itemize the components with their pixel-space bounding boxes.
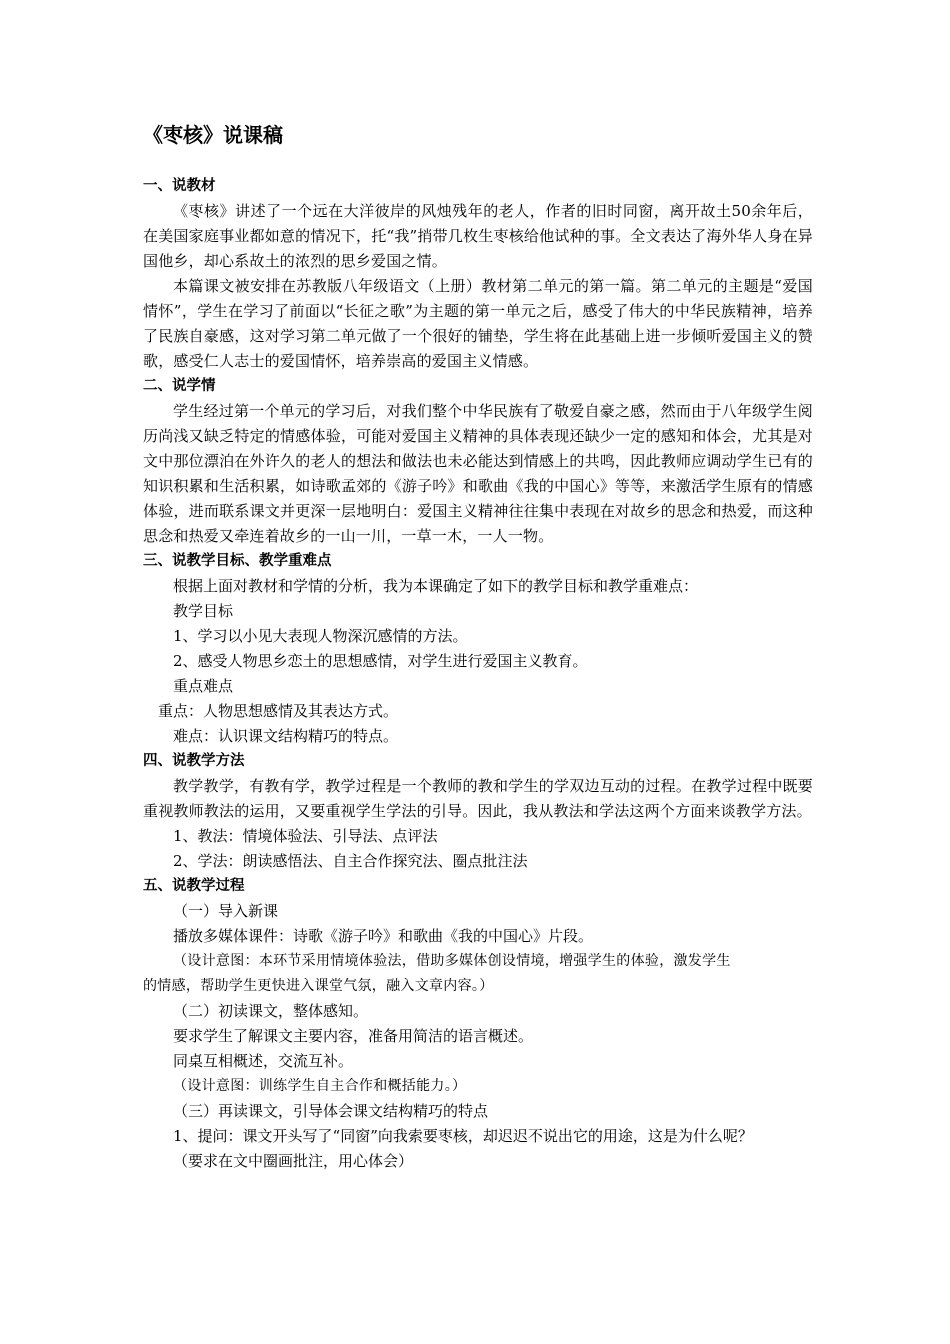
section-heading-process: 五、说教学过程 [143, 878, 245, 894]
document-body [143, 174, 813, 1174]
process-step-1-note-line-1: （设计意图：本环节采用情境体验法，借助多媒体创设情境，增强学生的体验，激发学生 [173, 953, 731, 969]
process-step-3-question-note: （要求在文中圈画批注，用心体会） [173, 1152, 414, 1170]
section-heading-methods: 四、说教学方法 [143, 753, 245, 769]
objectives-intro: 根据上面对教材和学情的分析，我为本课确定了如下的教学目标和教学重难点： [173, 577, 699, 595]
process-step-2: （二）初读课文，整体感知。 [173, 1002, 369, 1020]
key-point: 重点：人物思想感情及其表达方式。 [158, 702, 399, 720]
section-heading-student-analysis: 二、说学情 [143, 378, 216, 394]
process-step-2-note: （设计意图：训练学生自主合作和概括能力。） [173, 1078, 467, 1094]
section-heading-teaching-material: 一、说教材 [143, 178, 216, 194]
process-step-3: （三）再读课文，引导体会课文结构精巧的特点 [173, 1102, 489, 1120]
method-learning: 2、学法：朗读感悟法、自主合作探究法、圈点批注法 [173, 852, 528, 870]
process-step-1: （一）导入新课 [173, 902, 279, 920]
method-teaching: 1、教法：情境体验法、引导法、点评法 [173, 827, 438, 845]
process-step-2-b: 同桌互相概述，交流互补。 [173, 1052, 354, 1070]
section-heading-objectives: 三、说教学目标、教学重难点 [143, 553, 332, 569]
paragraph-student-analysis: 学生经过第一个单元的学习后，对我们整个中华民族有了敬爱自豪之感，然而由于八年级学生阅历尚浅又缺乏特定的情感体验，可能对爱国主义精神的具体表现还缺少一定的感知和体会，尤其是对文中那位漂泊在外许久的老人的想法和做法也未必能达到情感上的共鸣，因此教师应调动学生已有的知识积累和生活积累，如诗歌孟郊的《游子吟》和歌曲《我的中国心》等等，来激活学生原有的情感体验，进而联系课文并更深一层地明白：爱国主义精神往往集中表现在对故乡的思念和热爱，而这种思念和热爱又牵连着故乡的一山一川，一草一木，一人一物。 [143, 402, 813, 545]
difficult-point: 难点：认识课文结构精巧的特点。 [173, 727, 399, 745]
process-step-1-desc: 播放多媒体课件：诗歌《游子吟》和歌曲《我的中国心》片段。 [173, 927, 594, 945]
process-step-2-a: 要求学生了解课文主要内容，准备用简洁的语言概述。 [173, 1027, 534, 1045]
objectives-label: 教学目标 [173, 602, 234, 620]
objective-item-2: 2、感受人物思乡恋土的思想感情，对学生进行爱国主义教育。 [173, 652, 588, 670]
paragraph-material-summary: 《枣核》讲述了一个远在大洋彼岸的风烛残年的老人，作者的旧时同窗，离开故土50余年后，在美国家庭事业都如意的情况下，托“我”捎带几枚生枣核给他试种的事。全文表达了海外华人身在异国他乡，却心系故土的浓烈的思乡爱国之情。 [143, 202, 813, 270]
process-step-1-note-line-2: 的情感，帮助学生更快进入课堂气氛，融入文章内容。） [143, 978, 494, 994]
paragraph-methods: 教学教学，有教有学，教学过程是一个教师的教和学生的学双边互动的过程。在教学过程中既要重视教师教法的运用，又要重视学生学法的引导。因此，我从教法和学法这两个方面来谈教学方法。 [143, 777, 813, 820]
key-points-label: 重点难点 [173, 677, 234, 695]
document-title: 《枣核》说课稿 [143, 123, 283, 147]
paragraph-material-placement: 本篇课文被安排在苏教版八年级语文（上册）教材第二单元的第一篇。第二单元的主题是“爱国情怀”，学生在学习了前面以“长征之歌”为主题的第一单元之后，感受了伟大的中华民族精神，培养了民族自豪感，这对学习第二单元做了一个很好的铺垫，学生将在此基础上进一步倾听爱国主义的赞歌，感受仁人志士的爱国情怀，培养崇高的爱国主义情感。 [143, 277, 813, 370]
process-step-3-question: 1、提问：课文开头写了“同窗”向我索要枣核，却迟迟不说出它的用途，这是为什么呢？ [173, 1127, 753, 1145]
process-step-1-note [143, 949, 813, 999]
objective-item-1: 1、学习以小见大表现人物深沉感情的方法。 [173, 627, 468, 645]
